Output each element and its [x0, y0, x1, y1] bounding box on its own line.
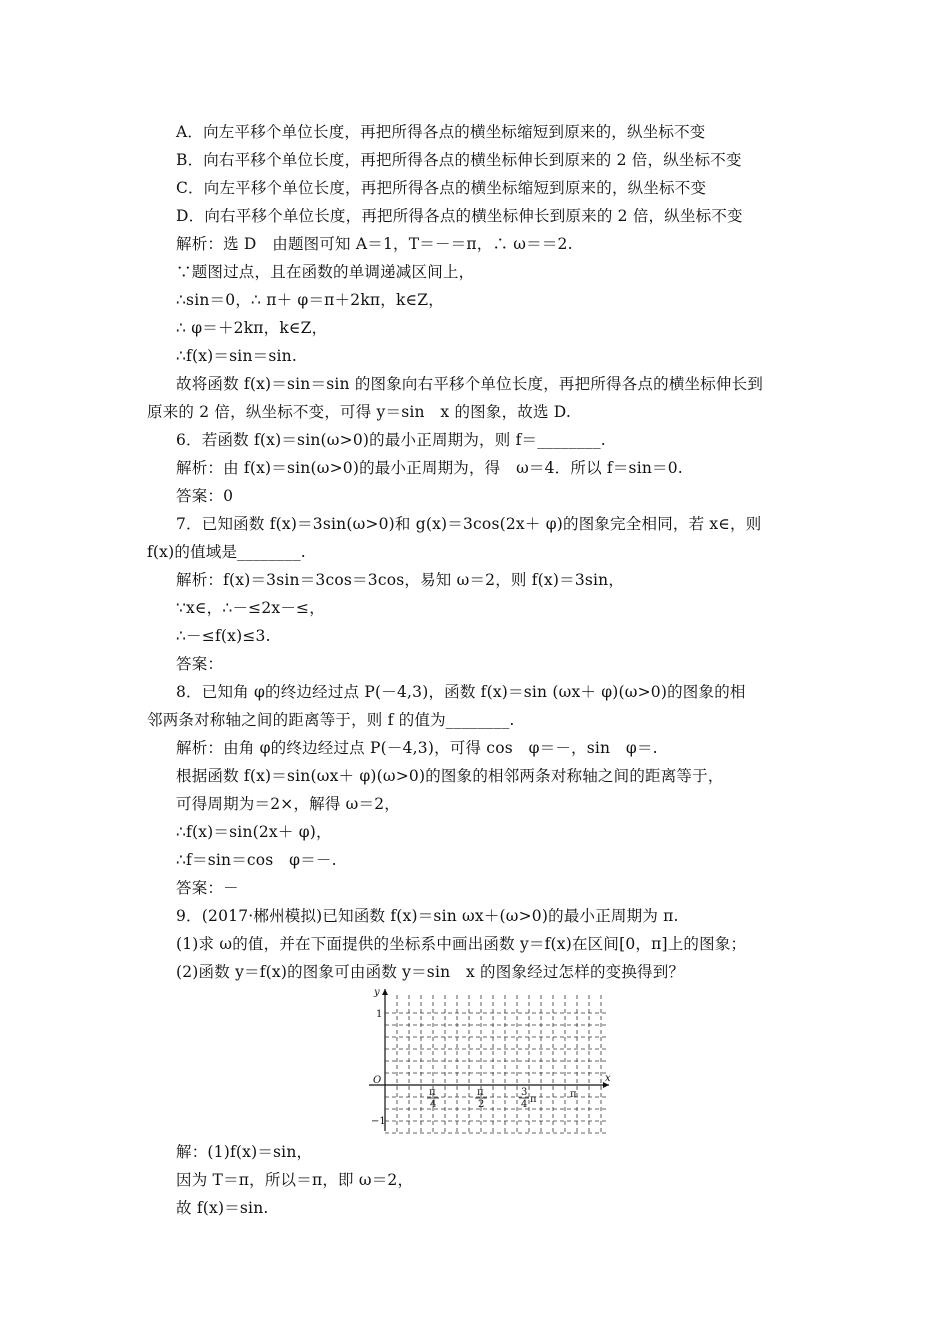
coordinate-grid-figure [365, 985, 615, 1135]
answer-line: 答案：－ [176, 879, 239, 897]
option-a: A．向左平移个单位长度，再把所得各点的横坐标缩短到原来的，纵坐标不变 [176, 123, 706, 141]
question-6: 6．若函数 f(x)＝sin(ω>0)的最小正周期为，则 f＝________. [176, 431, 606, 449]
option-c: C．向左平移个单位长度，再把所得各点的横坐标缩短到原来的，纵坐标不变 [176, 179, 707, 197]
svg-text:4: 4 [430, 1099, 437, 1110]
horizontal-grid-lines [385, 1013, 607, 1133]
answer-line: 答案： [176, 655, 224, 673]
text-line: 故将函数 f(x)＝sin＝sin 的图象向右平移个单位长度，再把所得各点的横坐标伸长到 [176, 375, 764, 393]
svg-text:π: π [530, 1094, 537, 1105]
svg-text:2: 2 [478, 1099, 485, 1110]
x-axis-label: x [605, 1073, 611, 1084]
solution-line: 故 f(x)＝sin. [176, 1199, 269, 1217]
svg-text:π: π [429, 1087, 436, 1098]
x-tick-3pi-over-4 [519, 1087, 537, 1110]
answer-line: 答案：0 [176, 487, 234, 505]
y-tick-neg1: −1 [371, 1116, 386, 1127]
question-8: 8．已知角 φ的终边经过点 P(－4,3)，函数 f(x)＝sin (ωx＋ φ)(ω>0)的图象的相 [176, 683, 746, 701]
question-7: 7．已知函数 f(x)＝3sin(ω>0)和 g(x)＝3cos(2x＋ φ)的图象完全相同，若 x∈，则 [176, 515, 762, 533]
question-9: 9．(2017·郴州模拟)已知函数 f(x)＝sin ωx＋(ω>0)的最小正周期为 π. [176, 907, 679, 925]
svg-text:π: π [477, 1087, 484, 1098]
x-tick-pi-over-4 [427, 1087, 439, 1110]
solution-line: 解：(1)f(x)＝sin， [176, 1143, 313, 1161]
text-line: ∴f(x)＝sin(2x＋ φ)， [176, 823, 332, 841]
text-line: 解析：选 D 由题图可知 A＝1，T＝－＝π，∴ ω＝＝2. [176, 235, 573, 253]
vertical-grid-lines [397, 995, 601, 1133]
text-line: ∵x∈，∴－≤2x－≤， [176, 599, 325, 617]
text-line: 解析：由 f(x)＝sin(ω>0)的最小正周期为，得 ω＝4．所以 f＝sin＝0. [176, 459, 683, 477]
text-line: 解析：由角 φ的终边经过点 P(－4,3)，可得 cos φ＝－，sin φ＝. [176, 739, 658, 757]
text-line: 原来的 2 倍，纵坐标不变，可得 y＝sin x 的图象，故选 D. [147, 403, 571, 421]
text-line: ∴sin＝0，∴ π＋ φ＝π＋2kπ，k∈Z， [176, 291, 444, 309]
x-tick-pi-over-2 [475, 1087, 487, 1110]
option-b: B．向右平移个单位长度，再把所得各点的横坐标伸长到原来的 2 倍，纵坐标不变 [176, 151, 742, 169]
text-line: (2)函数 y＝f(x)的图象可由函数 y＝sin x 的图象经过怎样的变换得到？ [176, 963, 685, 981]
svg-text:4: 4 [521, 1099, 528, 1110]
text-line: ∵题图过点，且在函数的单调递减区间上， [176, 263, 475, 281]
y-tick-1: 1 [376, 1009, 383, 1020]
option-d: D．向右平移个单位长度，再把所得各点的横坐标伸长到原来的 2 倍，纵坐标不变 [176, 207, 743, 225]
text-line: ∴ φ＝＋2kπ，k∈Z， [176, 319, 328, 337]
origin-label: O [373, 1075, 382, 1086]
text-line: ∴f＝sin＝cos φ＝－. [176, 851, 337, 869]
text-line: ∴f(x)＝sin＝sin. [176, 347, 297, 365]
coordinate-grid-svg [365, 985, 615, 1135]
svg-text:3: 3 [521, 1087, 528, 1098]
text-line: (1)求 ω的值，并在下面提供的坐标系中画出函数 y＝f(x)在区间[0，π]上的图象； [176, 935, 747, 953]
text-line: f(x)的值域是________. [147, 543, 306, 561]
text-line: 可得周期为＝2×，解得 ω＝2， [176, 795, 400, 813]
text-line: 根据函数 f(x)＝sin(ωx＋ φ)(ω>0)的图象的相邻两条对称轴之间的距离等于， [176, 767, 724, 785]
text-line: 邻两条对称轴之间的距离等于，则 f 的值为________. [147, 711, 515, 729]
y-axis-label: y [374, 987, 380, 998]
text-line: ∴－≤f(x)≤3. [176, 627, 271, 645]
solution-line: 因为 T＝π，所以＝π，即 ω＝2， [176, 1171, 414, 1189]
text-line: 解析：f(x)＝3sin＝3cos＝3cos，易知 ω＝2，则 f(x)＝3sin， [176, 571, 625, 589]
x-tick-pi: π [570, 1089, 577, 1100]
y-axis-arrow [382, 989, 388, 995]
